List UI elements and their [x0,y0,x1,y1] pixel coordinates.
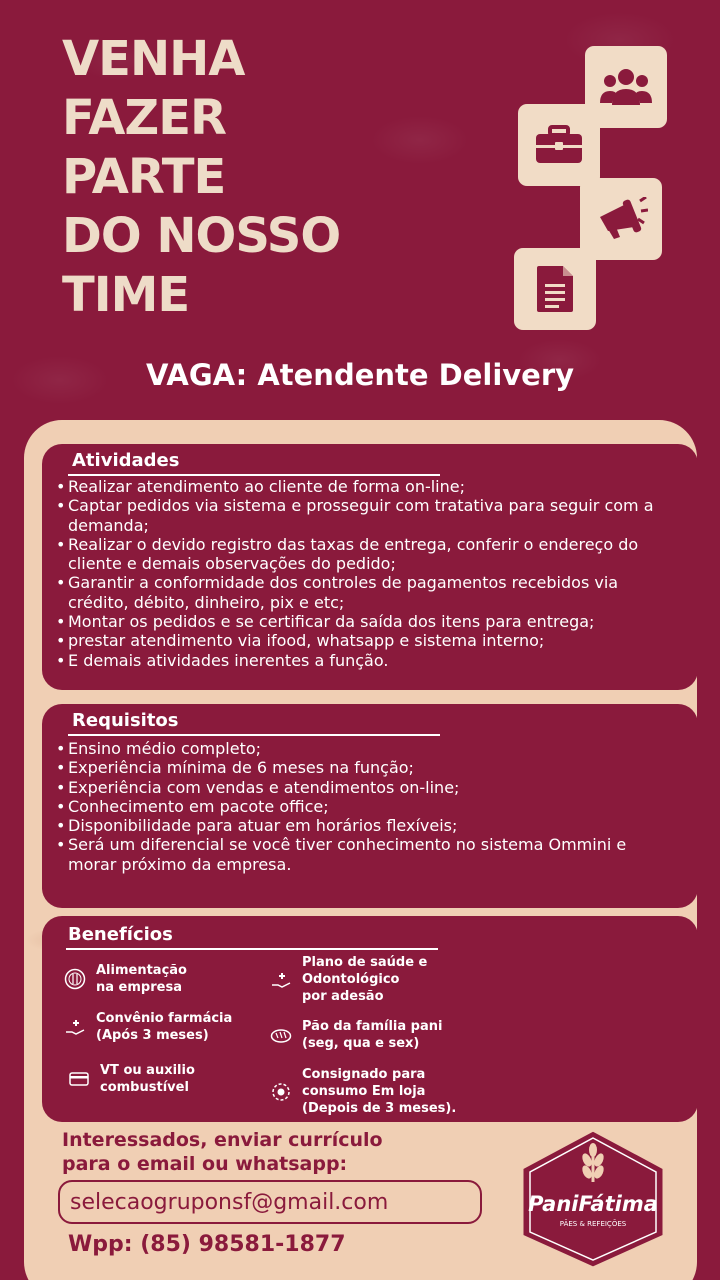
briefcase-icon-box [518,104,600,186]
logo-name: PaniFátima [528,1192,658,1216]
briefcase-icon [534,125,584,165]
panifatima-logo [516,1128,670,1268]
cart-icon [270,1081,292,1103]
logo-tagline: PÃES & REFEIÇÕES [559,1220,627,1228]
activities-list [56,477,668,670]
headline [62,30,340,325]
list-item: • Conhecimento em pacote office; [56,797,668,816]
list-item: • Disponibilidade para atuar em horários flexíveis; [56,816,668,835]
headline-line: FAZER [62,90,226,146]
benefit-item [68,1062,195,1096]
list-item: • Será um diferencial se você tiver conhecimento no sistema Ommini e morar próximo da empresa. [56,835,668,874]
headline-line: TIME [62,267,190,323]
email-link[interactable]: selecaogruponsf@gmail.com [58,1180,482,1224]
benefits-title: Benefícios [68,924,173,945]
activities-card [42,444,698,690]
contact-title: Interessados, enviar currículo para o email ou whatsapp: [62,1129,383,1175]
card-icon [68,1068,90,1090]
list-item: • Realizar atendimento ao cliente de forma on-line; [56,477,668,496]
meal-icon [64,968,86,990]
benefit-item [64,962,187,996]
benefits-rule [66,948,438,950]
megaphone-icon [594,197,648,241]
requirements-rule [68,734,440,736]
benefit-label: Consignado para consumo Em loja (Depois de 3 meses). [302,1067,457,1116]
headline-line: VENHA [62,31,245,87]
list-item: • Realizar o devido registro das taxas de entrega, conferir o endereço do cliente e demais observações do pedido; [56,535,668,574]
whatsapp-link[interactable]: Wpp: (85) 98581-1877 [68,1232,346,1257]
list-item: • Ensino médio completo; [56,739,668,758]
benefit-label: VT ou auxilio combustível [100,1063,195,1095]
benefit-label: Plano de saúde e Odontológico por adesão [302,955,428,1004]
document-icon [535,264,575,314]
benefits-card [42,916,698,1122]
list-item: • Captar pedidos via sistema e prosseguir com tratativa para seguir com a demanda; [56,496,668,535]
headline-line: DO NOSSO [62,208,341,264]
benefit-item [270,1018,442,1052]
benefit-label: Pão da família pani (seg, qua e sex) [302,1019,443,1051]
activities-rule [68,474,440,476]
megaphone-icon-box [580,178,662,260]
users-icon [600,65,652,109]
pharmacy-hand-icon [64,1016,86,1038]
requirements-title: Requisitos [72,710,179,731]
list-item: • E demais atividades inerentes a função. [56,651,668,670]
benefit-item [270,1066,456,1117]
headline-line: PARTE [62,149,226,205]
benefit-label: Alimentação na empresa [96,963,187,995]
activities-title: Atividades [72,450,180,471]
benefit-label: Convênio farmácia (Após 3 meses) [96,1011,233,1043]
list-item: • prestar atendimento via ifood, whatsapp e sistema interno; [56,631,668,650]
list-item: • Experiência mínima de 6 meses na função; [56,758,668,777]
benefit-item [270,954,427,1005]
list-item: • Montar os pedidos e se certificar da saída dos itens para entrega; [56,612,668,631]
list-item: • Experiência com vendas e atendimentos on-line; [56,778,668,797]
bread-icon [270,1024,292,1046]
document-icon-box [514,248,596,330]
requirements-list [56,739,668,874]
job-title: VAGA: Atendente Delivery [145,358,575,392]
list-item: • Garantir a conformidade dos controles de pagamentos recebidos via crédito, débito, dinheiro, pix e etc; [56,573,668,612]
requirements-card [42,704,698,908]
benefit-item [64,1010,232,1044]
health-hand-icon [270,969,292,991]
